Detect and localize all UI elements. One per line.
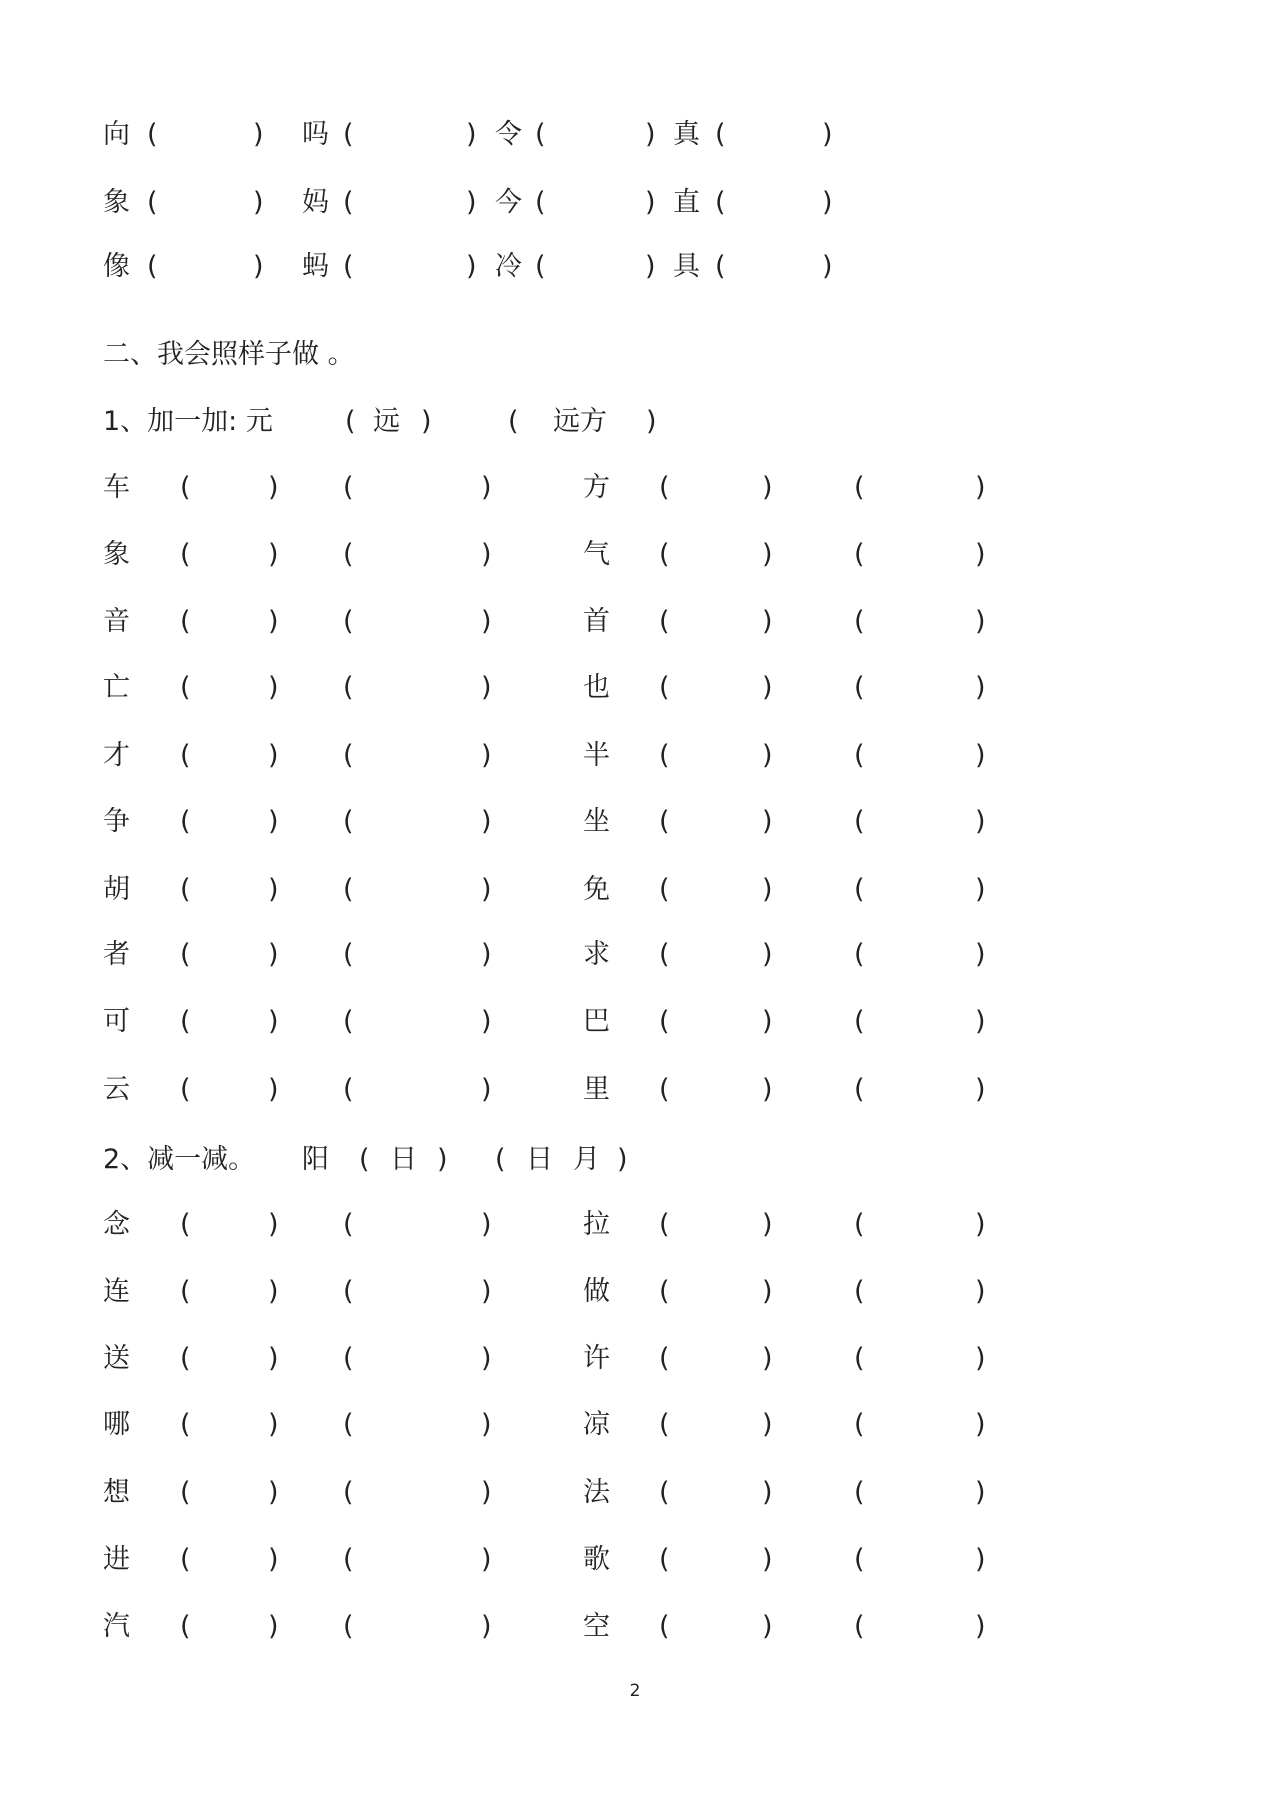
- char-label: 拉: [583, 1209, 610, 1240]
- char-label: 想: [103, 1477, 130, 1508]
- exercise-row: 连 ( ) ( ) 做 ( ) ( ): [0, 1272, 1270, 1312]
- char-label: 里: [583, 1074, 610, 1105]
- subtract-example-char: 阳: [302, 1144, 329, 1175]
- char-label: 车: [103, 472, 130, 503]
- char-label: 许: [583, 1343, 610, 1374]
- char-label: 像: [103, 251, 130, 282]
- char-label: 送: [103, 1343, 130, 1374]
- char-label: 哪: [103, 1409, 130, 1440]
- char-label: 可: [103, 1006, 130, 1037]
- exercise-row: 念 ( ) ( ) 拉 ( ) ( ): [0, 1205, 1270, 1245]
- char-label: 妈: [302, 187, 329, 218]
- section-two-title: 二、我会照样子做 。: [103, 339, 355, 370]
- char-label: 法: [583, 1477, 610, 1508]
- char-label: 云: [103, 1074, 130, 1105]
- char-label: 今: [495, 187, 522, 218]
- char-label: 汽: [103, 1611, 130, 1642]
- exercise-row: 胡 ( ) ( ) 免 ( ) ( ): [0, 870, 1270, 910]
- char-label: 胡: [103, 874, 130, 905]
- char-label: 令: [495, 119, 522, 150]
- char-label: 音: [103, 606, 130, 637]
- char-label: 首: [583, 606, 610, 637]
- char-label: 做: [583, 1276, 610, 1307]
- add-example-label: 1、加一加: 元: [103, 406, 273, 437]
- subtract-example-answer-a: 日: [390, 1144, 417, 1175]
- char-label: 凉: [583, 1409, 610, 1440]
- char-label: 象: [103, 539, 130, 570]
- char-label: 象: [103, 187, 130, 218]
- exercise-row: 争 ( ) ( ) 坐 ( ) ( ): [0, 802, 1270, 842]
- char-label: 求: [583, 939, 610, 970]
- char-label: 进: [103, 1544, 130, 1575]
- char-label: 半: [583, 740, 610, 771]
- similar-char-row: 象 ( ) 妈 ( ) 今 ( ) 直 ( ): [0, 183, 1270, 223]
- similar-char-row: 向 ( ) 吗 ( ) 令 ( ) 真 ( ): [0, 115, 1270, 155]
- exercise-row: 送 ( ) ( ) 许 ( ) ( ): [0, 1339, 1270, 1379]
- char-label: 者: [103, 939, 130, 970]
- exercise-row: 象 ( ) ( ) 气 ( ) ( ): [0, 535, 1270, 575]
- subtract-example-label: 2、减一减。: [103, 1144, 256, 1175]
- subtract-example-row: 2、减一减。 阳 ( 日 ) ( 日 月 ): [0, 1140, 1270, 1180]
- exercise-row: 可 ( ) ( ) 巴 ( ) ( ): [0, 1002, 1270, 1042]
- char-label: 真: [673, 119, 700, 150]
- add-example-answer-b: 远方: [553, 406, 607, 437]
- char-label: 蚂: [302, 251, 329, 282]
- exercise-row: 音 ( ) ( ) 首 ( ) ( ): [0, 602, 1270, 642]
- char-label: 方: [583, 472, 610, 503]
- page-number: 2: [629, 1681, 641, 1701]
- char-label: 亡: [103, 672, 130, 703]
- exercise-row: 者 ( ) ( ) 求 ( ) ( ): [0, 935, 1270, 975]
- char-label: 气: [583, 539, 610, 570]
- char-label: 空: [583, 1611, 610, 1642]
- char-label: 免: [583, 874, 610, 905]
- char-label: 巴: [583, 1006, 610, 1037]
- char-label: 争: [103, 806, 130, 837]
- char-label: 冷: [495, 251, 522, 282]
- add-example-row: 1、加一加: 元 ( 远 ) ( 远方 ): [0, 402, 1270, 442]
- char-label: 向: [103, 119, 130, 150]
- char-label: 连: [103, 1276, 130, 1307]
- exercise-row: 车 ( ) ( ) 方 ( ) ( ): [0, 468, 1270, 508]
- char-label: 吗: [302, 119, 329, 150]
- subtract-example-answer-b2: 月: [573, 1144, 600, 1175]
- exercise-row: 进 ( ) ( ) 歌 ( ) ( ): [0, 1540, 1270, 1580]
- exercise-row: 云 ( ) ( ) 里 ( ) ( ): [0, 1070, 1270, 1110]
- char-label: 具: [673, 251, 700, 282]
- char-label: 直: [673, 187, 700, 218]
- subtract-example-answer-b1: 日: [526, 1144, 553, 1175]
- char-label: 坐: [583, 806, 610, 837]
- add-example-answer-a: 远: [373, 406, 400, 437]
- char-label: 歌: [583, 1544, 610, 1575]
- exercise-row: 想 ( ) ( ) 法 ( ) ( ): [0, 1473, 1270, 1513]
- char-label: 也: [583, 672, 610, 703]
- exercise-row: 哪 ( ) ( ) 凉 ( ) ( ): [0, 1405, 1270, 1445]
- exercise-row: 汽 ( ) ( ) 空 ( ) ( ): [0, 1607, 1270, 1647]
- exercise-row: 才 ( ) ( ) 半 ( ) ( ): [0, 736, 1270, 776]
- char-label: 念: [103, 1209, 130, 1240]
- char-label: 才: [103, 740, 130, 771]
- exercise-row: 亡 ( ) ( ) 也 ( ) ( ): [0, 668, 1270, 708]
- similar-char-row: 像 ( ) 蚂 ( ) 冷 ( ) 具 ( ): [0, 247, 1270, 287]
